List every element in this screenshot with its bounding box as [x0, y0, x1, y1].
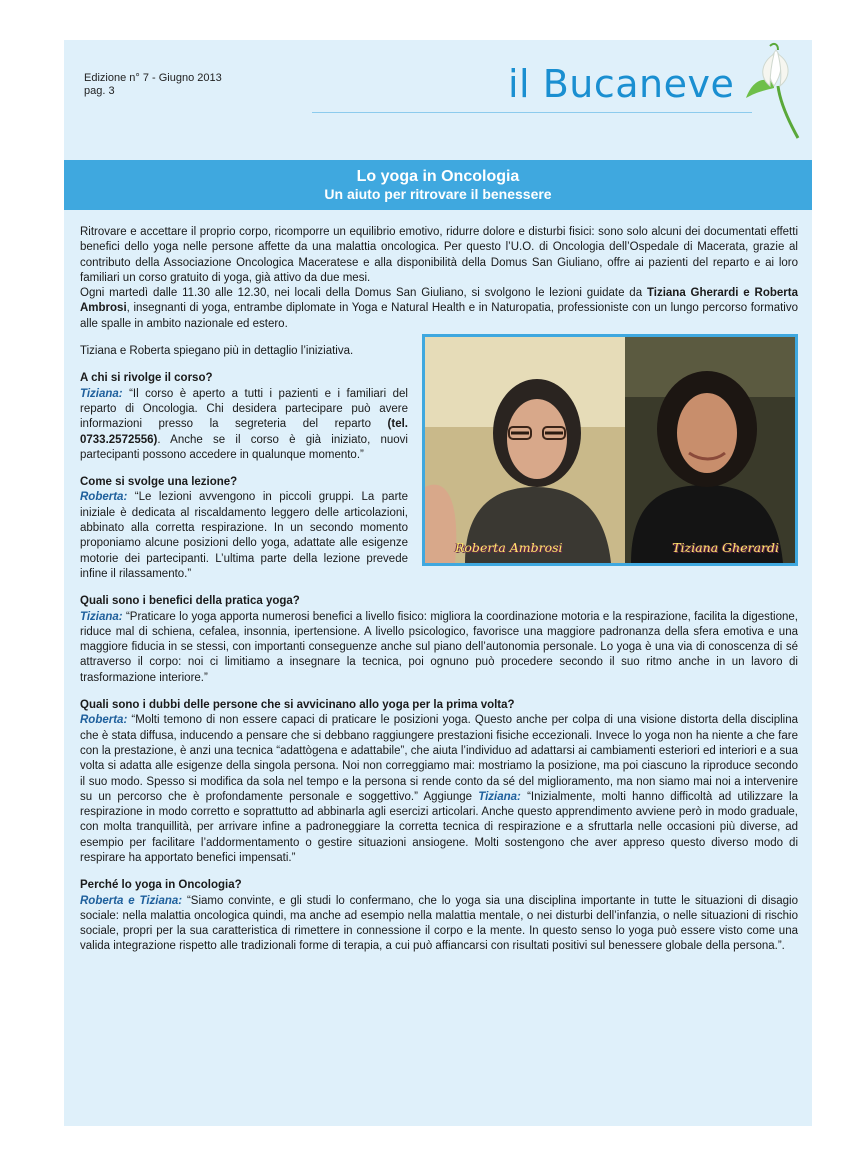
teacher-names: Tiziana Gherardi e Roberta Ambrosi [80, 287, 798, 315]
speaker-label: Roberta e Tiziana: [80, 894, 183, 907]
speaker-label: Roberta: [80, 714, 128, 727]
answer-paragraph [80, 894, 798, 955]
edition-label: Edizione n° 7 - Giugno 2013 [84, 72, 222, 84]
question-heading: Quali sono i dubbi delle persone che si avvicinano allo yoga per la prima volta? [80, 699, 515, 712]
speaker-label: Roberta: [80, 491, 128, 504]
article-body [80, 225, 798, 955]
question-heading: Come si svolge una lezione? [80, 476, 238, 489]
answer-paragraph [80, 610, 798, 686]
page-number: pag. 3 [84, 85, 115, 97]
article-title: Lo yoga in Oncologia [356, 168, 520, 185]
photo-caption-tiziana: Tiziana Gherardi [672, 539, 779, 555]
question-heading: A chi si rivolge il corso? [80, 372, 213, 385]
speaker-label-second: Tiziana: [478, 790, 521, 803]
intro-schedule-text: Ogni martedì dalle 11.30 alle 12.30, nei locali della Domus San Giuliano, si svolgono le lezioni guidate da [80, 287, 647, 300]
speaker-label: Tiziana: [80, 387, 123, 400]
question-heading: Perché lo yoga in Oncologia? [80, 879, 242, 892]
answer-paragraph [80, 713, 798, 866]
intro-closing: Tiziana e Roberta spiegano più in dettaglio l’iniziativa. [80, 345, 354, 358]
intro-paragraph: Ritrovare e accettare il proprio corpo, ricomporre un equilibrio emotivo, ridurre dolore e disturbi fisici: sono solo alcuni dei documentati effetti benefici dello yoga nelle persone affette da una malattia oncologica. Per questo l’U.O. di Oncologia dell’Ospedale di Macerata, grazie al contributo della Associazione Oncologica Maceratese e alla disponibilità della Domus San Giuliano, offre ai pazienti del reparto e ai loro familiari un corso gratuito di yoga, già attivo da due mesi. [80, 226, 798, 284]
teachers-photo [422, 334, 798, 566]
answer-text: “Praticare lo yoga apporta numerosi benefici a livello fisico: migliora la coordinazione motoria e la respirazione, facilita la digestione, riduce mal di schiena, cefalea, insonnia, ipertensione. A livello psicologico, favorisce una maggiore padronanza della sfera emotiva e una maggiore fiducia in se stessi, con importanti conseguenze anche sul piano dell’autonomia personale. Lo yoga è una via di conoscenza di sé attraverso il corpo: noi ci limitiamo a insegnare la tecnica, poi ognuno può procedere secondo il suo ritmo anche in un lavoro di trasformazione interiore.” [80, 610, 798, 684]
article-subtitle: Un aiuto per ritrovare il benessere [324, 186, 552, 202]
newsletter-page [64, 40, 812, 1126]
answer-text-end: . Anche se il corso è già iniziato, nuovi partecipanti possono accedere in qualunque momento.” [80, 433, 408, 461]
edition-info [84, 72, 222, 98]
snowdrop-flower-icon [744, 42, 804, 140]
article-title-band [64, 160, 812, 210]
photo-caption-roberta: Roberta Ambrosi [455, 539, 563, 555]
question-heading: Quali sono i benefici della pratica yoga? [80, 595, 300, 608]
answer-text: “Le lezioni avvengono in piccoli gruppi. La parte iniziale è dedicata al riscaldamento leggero delle articolazioni, abbinato alla corretta respirazione. In un secondo momento proponiamo alcune posizioni dello yoga, adattate alle esigenze motorie dei partecipanti. L’ultima parte della lezione prevede infine il rilassamento.” [80, 491, 408, 580]
intro-schedule-text-end: , insegnanti di yoga, entrambe diplomate in Yoga e Natural Health e in Naturopatia, professioniste con un lungo percorso formativo alle spalle in ambito nazionale ed estero. [80, 302, 798, 330]
speaker-label: Tiziana: [80, 610, 123, 623]
teachers-photo-image [425, 337, 795, 563]
newsletter-logo: il Bucaneve [508, 62, 735, 106]
answer-text: “Siamo convinte, e gli studi lo confermano, che lo yoga sia una disciplina importante in tutte le situazioni di disagio sociale: nella malattia oncologica quindi, ma anche ad esempio nella malattia mentale, o nei disturbi dell’infanzia, o nelle situazioni di rischio sociale, propri per la sua caratteristica di rimettere in connessione il corpo e la mente. In questo senso lo yoga può essere visto come una valida integrazione rispetto alle tradizionali forme di terapia, a cui può affiancarsi con risultati positivi sul benessere globale della persona.”. [80, 894, 799, 953]
intro-schedule-paragraph [80, 286, 798, 332]
answer-text: “Il corso è aperto a tutti i pazienti e i familiari del reparto di Oncologia. Chi desidera partecipare può avere informazioni presso la segreteria del reparto [80, 387, 408, 431]
answer-text-end: “Inizialmente, molti hanno difficoltà ad utilizzare la respirazione in modo corretto e soprattutto ad abbinarla agli esercizi articolari. Anche questo apprendimento avviene però in modo graduale, con molta tranquillità, per arrivare infine a padroneggiare la corretta tecnica di respirazione e a sfruttarla nelle occasioni più diverse, ad esempio per facilitare l’addormentamento o gestire situazioni ansiogene. Molti sostengono che aver appreso questo diverso modo di respirare ha apportato benefici impensati.” [80, 790, 798, 864]
header-divider [312, 112, 752, 113]
phone-number: (tel. 0733.2572556) [80, 418, 408, 446]
answer-text: “Molti temono di non essere capaci di praticare le posizioni yoga. Questo anche per colpa di una visione distorta della disciplina che è stata diffusa, inducendo a pensare che si debbano raggiungere prestazioni fisiche eccezionali. Invece lo yoga non ha niente a che fare con la prestazione, è anzi una tecnica “adattògena e adattabile”, che aiuta l’individuo ad adattarsi ai cambiamenti esteriori ed interiori e a sua volta si adatta alle esigenze della singola persona. Noi non correggiamo mai: mostriamo la posizione, ma poi ciascuno la riproduce secondo il suo modo. Spesso si modifica da sola nel tempo e la persona si rende conto da sé del miglioramento, ma non siamo mai noi a intervenire su un percorso che è profondamente personale e soggettivo.” Aggiunge [80, 714, 798, 803]
